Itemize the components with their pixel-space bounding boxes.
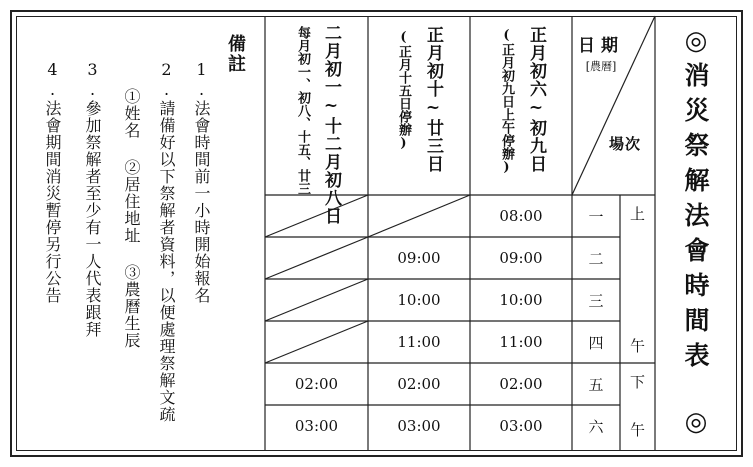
- session-number-2: 二: [588, 249, 604, 268]
- note-item-2: 2.請備好以下祭解者資料，以便處理祭解文疏: [157, 60, 176, 423]
- note-item-2-details: ①姓名 ②居住地址 ③農曆生辰: [122, 88, 141, 349]
- afternoon-label-2: 午: [629, 420, 645, 439]
- morning-label-1: 上: [629, 204, 645, 223]
- col1-time-1: 08:00: [499, 207, 543, 225]
- slash-c3-r1: [265, 195, 368, 237]
- session-number-4: 四: [588, 333, 604, 352]
- col1-date-note: (正月初九日上午停辦): [499, 28, 514, 175]
- date-label: 日期: [578, 35, 624, 56]
- col2-time-5: 03:00: [397, 417, 441, 435]
- col2-time-3: 11:00: [397, 333, 441, 351]
- page-title: 消災祭解法會時間表: [681, 62, 710, 377]
- col2-time-2: 10:00: [397, 291, 441, 309]
- col3-time-1: 02:00: [294, 375, 339, 393]
- title-ornament-bottom: ◎: [684, 407, 708, 437]
- col3-time-2: 03:00: [294, 417, 339, 435]
- notes-heading: 備註: [225, 34, 246, 74]
- note-item-1: 1.法會時間前一小時開始報名: [192, 60, 211, 304]
- col1-time-2: 09:00: [499, 249, 543, 267]
- slash-c2-r1: [368, 195, 470, 237]
- col1-time-4: 11:00: [499, 333, 543, 351]
- col3-date-range: 二月初一~十二月初八日: [321, 24, 341, 225]
- session-number-6: 六: [588, 417, 604, 436]
- slash-c3-r2: [265, 237, 368, 279]
- morning-label-2: 午: [629, 336, 645, 355]
- col1-date-range: 正月初六~初九日: [526, 26, 546, 173]
- session-number-1: 一: [588, 207, 604, 226]
- col3-date-note: 每月初一、初八、十五、廿三: [295, 26, 310, 195]
- col2-time-4: 02:00: [397, 375, 441, 393]
- session-number-3: 三: [588, 291, 604, 310]
- note-item-4: 4.法會期間消災暫停另行公告: [43, 60, 62, 304]
- note-item-3: 3.參加祭解者至少有一人代表跟拜: [83, 60, 102, 338]
- afternoon-label-1: 下: [629, 372, 645, 391]
- session-number-5: 五: [588, 375, 604, 394]
- col1-time-3: 10:00: [499, 291, 543, 309]
- title-ornament-top: ◎: [684, 26, 708, 56]
- date-sub-label: [農曆]: [585, 60, 617, 73]
- slash-c3-r3: [265, 279, 368, 321]
- col2-date-note: (正月十五日停辦): [396, 30, 411, 151]
- session-label: 場次: [608, 134, 641, 153]
- slash-c3-r4: [265, 321, 368, 363]
- col1-time-6: 03:00: [499, 417, 543, 435]
- col2-time-1: 09:00: [397, 249, 441, 267]
- col2-date-range: 正月初十~廿三日: [423, 26, 443, 173]
- col1-time-5: 02:00: [499, 375, 543, 393]
